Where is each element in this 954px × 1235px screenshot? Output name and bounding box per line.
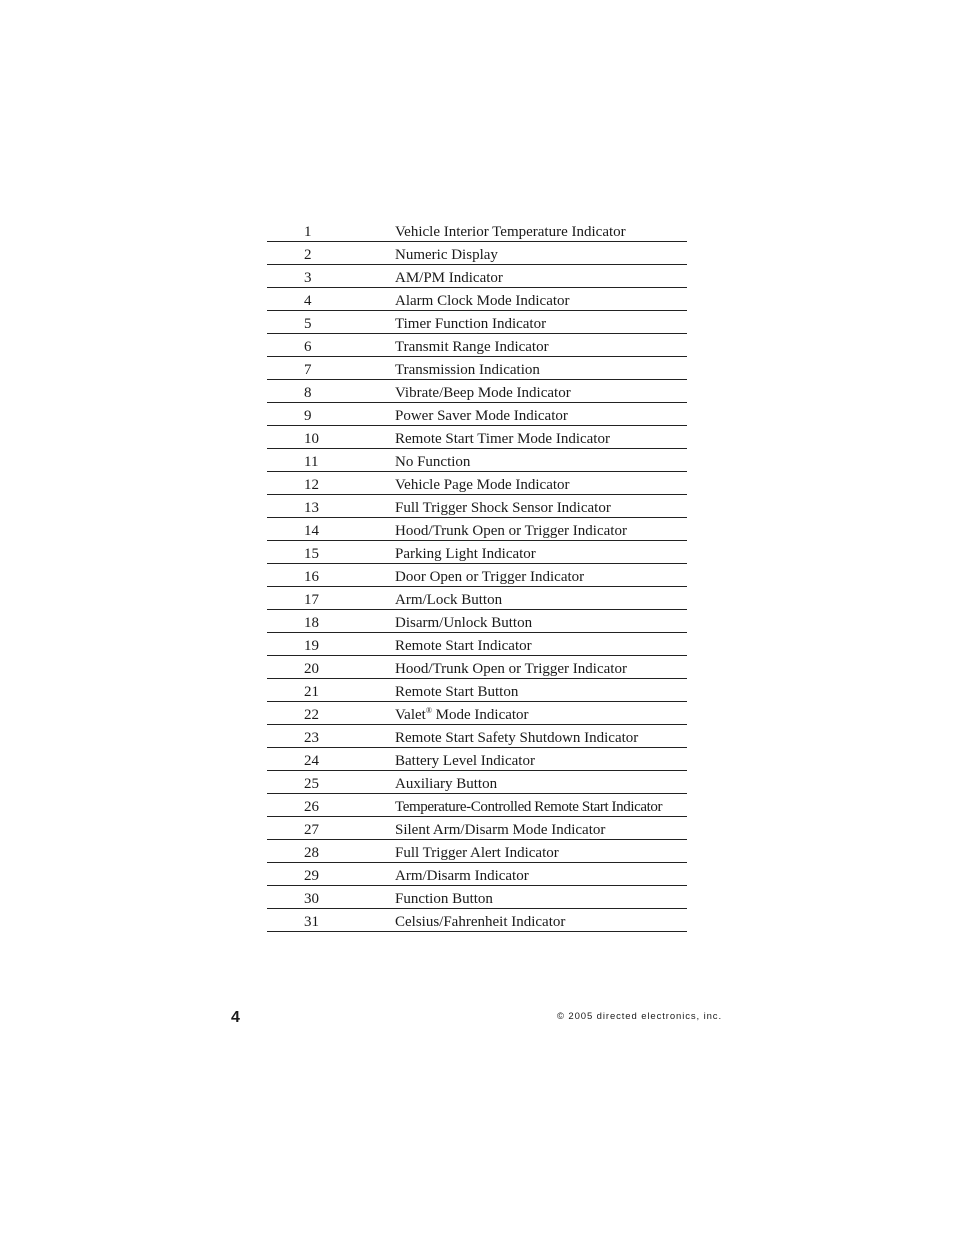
item-label: Door Open or Trigger Indicator: [395, 564, 687, 587]
table-row: [267, 219, 687, 242]
item-label: Disarm/Unlock Button: [395, 610, 687, 633]
item-label: Hood/Trunk Open or Trigger Indicator: [395, 518, 687, 541]
item-label: Arm/Disarm Indicator: [395, 863, 687, 886]
item-number: 7: [267, 357, 395, 380]
item-label: Remote Start Safety Shutdown Indicator: [395, 725, 687, 748]
item-number: 5: [267, 311, 395, 334]
item-label: Timer Function Indicator: [395, 311, 687, 334]
item-label: Vehicle Interior Temperature Indicator: [395, 219, 687, 242]
item-number: 19: [267, 633, 395, 656]
table-row: [267, 449, 687, 472]
item-number: 12: [267, 472, 395, 495]
item-label: Temperature-Controlled Remote Start Indicator: [395, 794, 687, 817]
item-number: 4: [267, 288, 395, 311]
item-number: 25: [267, 771, 395, 794]
item-label: Silent Arm/Disarm Mode Indicator: [395, 817, 687, 840]
table-row: [267, 242, 687, 265]
item-number: 18: [267, 610, 395, 633]
item-number: 16: [267, 564, 395, 587]
table-row: [267, 564, 687, 587]
table-row: [267, 725, 687, 748]
table-row: [267, 863, 687, 886]
item-label: Battery Level Indicator: [395, 748, 687, 771]
item-label: Vehicle Page Mode Indicator: [395, 472, 687, 495]
table-row: [267, 656, 687, 679]
item-number: 24: [267, 748, 395, 771]
item-label: Full Trigger Shock Sensor Indicator: [395, 495, 687, 518]
table-row: [267, 794, 687, 817]
item-number: 29: [267, 863, 395, 886]
item-label: Hood/Trunk Open or Trigger Indicator: [395, 656, 687, 679]
table-row: [267, 472, 687, 495]
table-row: [267, 610, 687, 633]
item-number: 26: [267, 794, 395, 817]
legend-table: [267, 219, 687, 932]
table-row: [267, 288, 687, 311]
table-row: [267, 380, 687, 403]
item-label: Auxiliary Button: [395, 771, 687, 794]
registered-mark: ®: [425, 706, 432, 715]
item-number: 28: [267, 840, 395, 863]
item-number: 1: [267, 219, 395, 242]
item-label: Full Trigger Alert Indicator: [395, 840, 687, 863]
table-row: [267, 633, 687, 656]
item-label: Numeric Display: [395, 242, 687, 265]
item-number: 23: [267, 725, 395, 748]
item-label: AM/PM Indicator: [395, 265, 687, 288]
item-number: 22: [267, 702, 395, 725]
table-row: [267, 334, 687, 357]
item-number: 8: [267, 380, 395, 403]
table-row: [267, 587, 687, 610]
item-label-prefix: Valet: [395, 707, 426, 723]
item-label: Alarm Clock Mode Indicator: [395, 288, 687, 311]
table-row: [267, 909, 687, 932]
item-number: 20: [267, 656, 395, 679]
item-label: Transmit Range Indicator: [395, 334, 687, 357]
item-label: Remote Start Button: [395, 679, 687, 702]
item-label: Transmission Indication: [395, 357, 687, 380]
item-number: 17: [267, 587, 395, 610]
table-row: [267, 702, 687, 725]
item-label: [395, 702, 687, 725]
table-row: [267, 840, 687, 863]
item-label: Vibrate/Beep Mode Indicator: [395, 380, 687, 403]
item-number: 6: [267, 334, 395, 357]
legend-table-body: [267, 219, 687, 932]
table-row: [267, 541, 687, 564]
table-row: [267, 817, 687, 840]
item-number: 3: [267, 265, 395, 288]
item-label-suffix: Mode Indicator: [431, 707, 529, 723]
table-row: [267, 771, 687, 794]
item-number: 31: [267, 909, 395, 932]
table-row: [267, 426, 687, 449]
table-row: [267, 265, 687, 288]
item-label: Celsius/Fahrenheit Indicator: [395, 909, 687, 932]
item-number: 30: [267, 886, 395, 909]
table-row: [267, 311, 687, 334]
item-number: 9: [267, 403, 395, 426]
table-row: [267, 403, 687, 426]
item-number: 11: [267, 449, 395, 472]
item-number: 14: [267, 518, 395, 541]
copyright-notice: © 2005 directed electronics, inc.: [556, 1011, 722, 1022]
table-row: [267, 886, 687, 909]
item-number: 15: [267, 541, 395, 564]
item-number: 27: [267, 817, 395, 840]
table-row: [267, 679, 687, 702]
item-label: Power Saver Mode Indicator: [395, 403, 687, 426]
item-label: Arm/Lock Button: [395, 587, 687, 610]
item-label: Parking Light Indicator: [395, 541, 687, 564]
item-label: Remote Start Timer Mode Indicator: [395, 426, 687, 449]
item-number: 13: [267, 495, 395, 518]
table-row: [267, 748, 687, 771]
item-number: 10: [267, 426, 395, 449]
item-label: No Function: [395, 449, 687, 472]
table-row: [267, 357, 687, 380]
item-number: 21: [267, 679, 395, 702]
item-label: Function Button: [395, 886, 687, 909]
table-row: [267, 518, 687, 541]
item-number: 2: [267, 242, 395, 265]
page-number: 4: [231, 1009, 240, 1026]
table-row: [267, 495, 687, 518]
item-label: Remote Start Indicator: [395, 633, 687, 656]
